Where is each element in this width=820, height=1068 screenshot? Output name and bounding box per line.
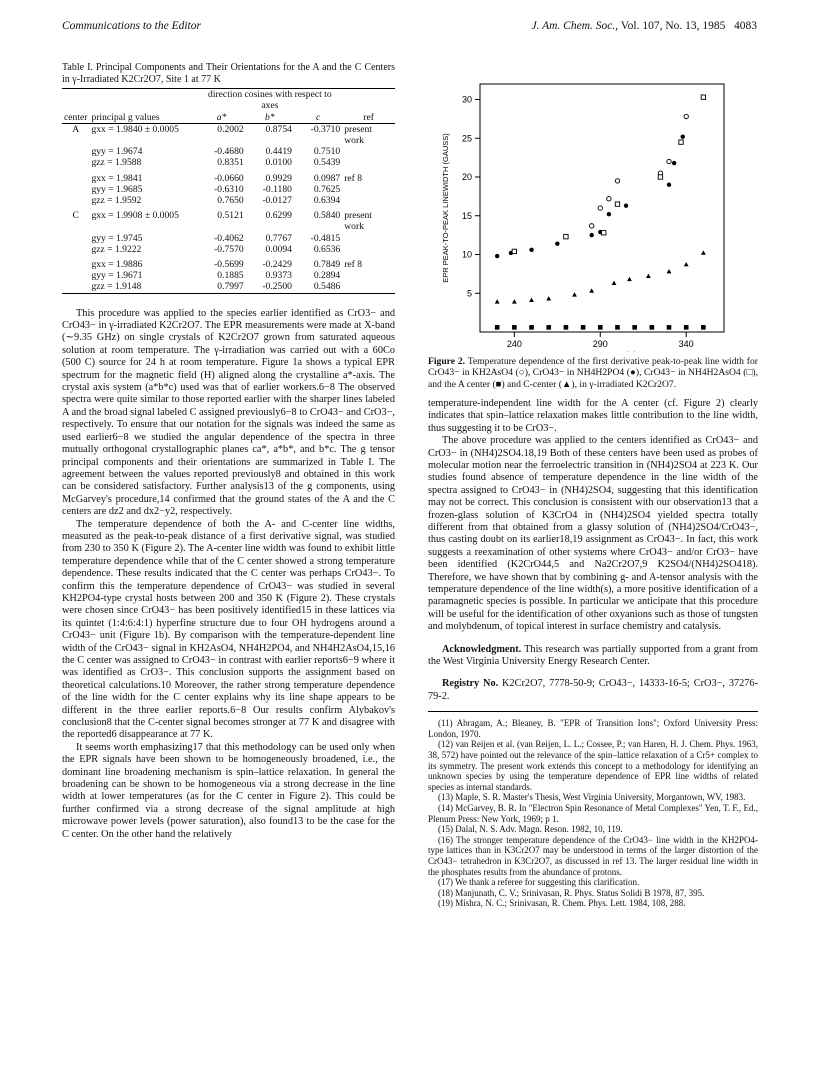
data-point-filled-square [512,325,517,330]
data-point-filled-square [701,325,706,330]
data-point-filled-square [529,325,534,330]
reference: (16) The stronger temperature dependence of the CrO43− line width in the KH2PO4-type lattices than in K3Cr2O7 may be understood in terms of the larger distortion of the CrO43− tetrahedron in K3Cr2O7, as discussed in ref 13. The larger residual line width in the phosphates results from the abundance of protons. [428,834,758,877]
data-point-filled-circle [555,241,559,245]
table-cell [62,281,89,293]
table-cell [62,244,89,255]
table-row [62,169,395,184]
table-row [62,206,395,232]
y-tick-label: 25 [461,133,472,144]
registry-label: Registry No. [442,678,499,690]
table-cell: 0.7997 [217,281,244,293]
data-point-filled-triangle [667,269,672,273]
table-cell: gzz = 1.9588 [91,157,142,169]
registry-numbers [428,678,758,703]
table-cell: 0.5439 [313,157,341,169]
table-cell: 0.0987 [313,172,341,184]
table-cell: present work [344,123,372,146]
table-row [62,281,395,293]
table-cell: -0.3710 [310,123,341,135]
table-column-header: center [64,111,88,123]
table-cell: 0.7849 [313,259,341,271]
data-point-filled-triangle [627,277,632,281]
reference: (12) van Reijen et al. (van Reijen, L. L.; Cossee, P.; van Haren, H. J. Chem. Phys. 1963, 38, 572) have pointed out the relevance of the spin–lattice relaxation of a Cr5+ complex to its symmetry. The present work extends this concept to a methodology for identifying an unknown species by using the temperature dependence of EPR line widths of related species as internal standards. [428,739,758,792]
table-column-header: principal g values [91,111,160,123]
table-cell: -0.7570 [214,243,244,255]
acknowledgment [428,644,758,669]
table-cell: 0.8754 [265,123,292,135]
body-paragraph: The above procedure was applied to the centers identified as CrO43− and CrO3− in (NH4)2SO4.18,19 Both of these centers have been used as probes of molecular motion near the ferroelectric transition in (NH4)2SO4 at 223 K. Our studies found absence of temperature dependence in the line width of the spectra assigned to CrO43− in (NH4)2SO4, suggesting that this identification may not be correct. This conclusion is consistent with our observation13 that a frozen-glass solution of K3CrO4 in (NH4)2SO4 yielded spectra totally different from that obtained from a glassy solution of (NH4)2SO4/CrO43−, thus casting doubt on its earlier18,19 assignment as CrO43−. In fact, this work suggests a reexamination of other systems where CrO43− and/or CrO3− have been identified (K2CrO44,5 and Na2Cr2O7,9 K2SO4/(NH4)2SO418). Therefore, we have shown that by combining g- and A-tensor analysis with the temperature dependence of the line width(s), a more positive identification of a paramagnetic species is possible. In particular we anticipate that this procedure will be useful for the identification of other oxyanions such as those of tungsten and molybdenum, of topical interest in surface chemistry and catalysis. [428,435,758,633]
data-point-open-circle [684,114,688,118]
table-cell: ref 8 [344,172,363,184]
data-point-filled-square [684,325,689,330]
table-cell: -0.4062 [214,232,244,244]
y-tick-label: 15 [461,210,472,221]
data-point-filled-triangle [572,292,577,296]
table-cell [342,270,395,281]
data-point-open-circle [598,206,602,210]
table-cell: gyy = 1.9685 [91,183,143,195]
table-1 [62,88,395,293]
table-cell: gyy = 1.9674 [91,146,143,158]
data-point-filled-circle [495,254,499,258]
journal-citation [531,20,757,32]
table-cell [342,281,395,293]
registry-text: K2Cr2O7, 7778-50-9; CrO43−, 14333-16-5; CrO3−, 37276-79-2. [428,678,758,702]
reference: (14) McGarvey, B. R. In "Electron Spin Resonance of Metal Complexes" Yen, T. F., Ed., Plenum Press: New York, 1969; p 1. [428,802,758,824]
data-point-filled-triangle [646,274,651,278]
table-cell: 0.6536 [313,243,341,255]
table-row [62,123,395,146]
table-cell: C [72,210,79,222]
table-row [62,255,395,270]
table-cell: 0.1885 [217,270,244,282]
reference: (18) Manjunath, C. V.; Srinivasan, R. Phys. Status Solidi B 1978, 87, 395. [438,887,705,898]
data-point-open-square [512,249,516,253]
data-point-open-circle [607,197,611,201]
table-cell [62,255,89,270]
body-paragraph: The temperature dependence of both the A- and C-center line widths, measured as the peak-to-peak distance of a first derivative signal, was studied from 230 to 350 K (Figure 2). The A-center line width was found to exhibit little temperature dependence while that of the C center showed a strong temperature dependence. These results indicated that the C center was perhaps CrO43−. To confirm this the temperature dependence of CrO43− was studied in several KH2PO4-type crystal hosts between 200 and 350 K (Figure 2). These crystals were chosen since CrO43− has been positively identified15 in these lattices via its quintet (1:4:6:4:1) hyperfine structure due to four OH hydrogens around a CrO43− unit (Figure 1b). By comparison with the temperature-dependent line width of the CrO43− signal in KH2AsO4, NH4H2PO4, and NH4H2AsO4,15,16 the C center was assigned to CrO43− in contrast with earlier reports6−9 where it was identified as CrO3−. This conclusion supports the assignment based on theoretical calculations.10 Moreover, the rather strong temperature dependence of the line width for the C center explains why its line shape appears to be different in the three earlier reports.6−8 Our results confirm Alybakov's conclusion8 that the C-center signal becomes stronger at 77 K and disagree with the reported6 disappearance at 77 K. [62,518,395,741]
table-header-row [62,112,395,124]
data-point-filled-triangle [512,299,517,303]
chart-svg [428,62,758,352]
data-point-filled-square [581,325,586,330]
data-point-filled-triangle [684,262,689,266]
table-cell [62,233,89,244]
data-point-open-square [602,231,606,235]
reference: (15) Dalal, N. S. Adv. Magn. Reson. 1982, 10, 119. [438,824,623,835]
reference: (19) Mishra, N. C.; Srinivasan, R. Chem. Phys. Lett. 1984, 108, 288. [438,898,686,909]
table-cell: -0.6310 [214,183,244,195]
reference: (11) Abragam, A.; Bleaney, B. "EPR of Transition Ions"; Oxford University Press: London, 1970. [428,718,758,739]
data-point-open-square [564,234,568,238]
table-column-header: a* [216,111,227,123]
table-cell: -0.2429 [262,259,292,271]
data-point-filled-triangle [612,281,617,285]
right-column [428,62,758,909]
table-cell [62,184,89,195]
y-tick-label: 5 [466,288,472,299]
table-cell [62,169,89,184]
data-point-open-square [658,175,662,179]
table-row [62,184,395,195]
data-point-filled-circle [672,161,676,165]
table-cell: gxx = 1.9841 [91,172,143,184]
data-point-filled-triangle [589,288,594,292]
table-group-header: direction cosines with respect to axes [208,89,332,112]
data-point-filled-triangle [701,250,706,254]
acknowledgment-text: This research was partially supported from a grant from the West Virginia University Energy Research Center. [428,643,758,668]
table-row [62,157,395,168]
table-cell: 0.0094 [265,243,292,255]
table-cell: ref 8 [344,259,363,271]
section-title: Communications to the Editor [62,20,201,32]
table-body [62,123,395,293]
table-cell: -0.2500 [262,281,292,293]
table-cell: gxx = 1.9908 ± 0.0005 [91,210,179,222]
left-column [62,62,395,841]
table-cell: gzz = 1.9222 [91,243,142,255]
data-point-filled-square [667,325,672,330]
table-cell: -0.0660 [214,172,244,184]
table-cell: 0.5121 [217,210,244,222]
data-point-open-square [701,95,705,99]
table-cell [342,195,395,206]
data-point-open-circle [615,179,619,183]
table-cell: -0.4680 [214,146,244,158]
table-cell: gxx = 1.9840 ± 0.0005 [91,123,179,135]
data-point-filled-square [546,325,551,330]
figure-caption-label: Figure 2. [428,356,466,367]
table-cell [342,184,395,195]
table-column-header: c [315,111,321,123]
data-point-filled-square [650,325,655,330]
y-tick-label: 20 [461,172,472,182]
table-cell: -0.5699 [214,259,244,271]
body-paragraph: temperature-independent line width for the A center (cf. Figure 2) clearly indicates that spin–lattice relaxation makes little contribution to the line width, thus suggesting it to be CrO3−. [428,397,758,434]
data-point-filled-square [495,325,500,330]
data-point-filled-circle [589,233,593,237]
table-cell: 0.9929 [265,172,292,184]
reference: (17) We thank a referee for suggesting this clarification. [438,877,640,888]
data-point-filled-triangle [495,299,500,303]
table-cell: gzz = 1.9592 [91,195,142,207]
table-row [62,146,395,157]
references [428,711,758,909]
y-tick-label: 10 [461,249,472,260]
data-point-filled-triangle [546,296,551,300]
acknowledgment-label: Acknowledgment. [442,643,522,655]
x-tick-label: 340 [678,339,694,349]
table-cell: 0.2894 [313,270,341,282]
figure-2-chart [428,62,758,452]
table-cell: 0.4419 [265,146,292,158]
table-cell: A [72,123,80,135]
body-paragraph: It seems worth emphasizing17 that this methodology can be used only when the EPR signals have been shown to be homogeneously broadened, i.e., the dominant line broadening mechanism is spin–lattice relaxation. In general the broadening can be shown to be homogeneous via a strong decrease in the line width at lower temperatures (as for the C center in Figure 2). This could be further confirmed via a strong decrease of the signal amplitude at high microwave power levels (power saturation), also found13 to be the case for the C center. On the other hand the relatively [62,741,395,840]
table-cell: gyy = 1.9745 [91,232,143,244]
data-point-filled-circle [607,212,611,216]
table-cell: 0.2002 [217,123,244,135]
data-point-filled-circle [667,183,671,187]
data-point-filled-circle [529,248,533,252]
data-point-filled-circle [624,203,628,207]
table-cell [62,270,89,281]
page-number: 4083 [734,20,757,32]
table-row [62,244,395,255]
table-cell: 0.5840 [313,210,341,222]
table-cell [342,146,395,157]
table-cell: present work [344,210,372,233]
x-axis-label [568,350,637,352]
table-cell: gyy = 1.9671 [91,270,143,282]
data-point-filled-square [615,325,620,330]
table-cell: 0.0100 [265,157,292,169]
table-column-header: b* [265,111,275,123]
data-point-open-circle [667,159,671,163]
table-row [62,233,395,244]
table-cell [62,146,89,157]
y-tick-label: 30 [461,94,472,105]
data-point-filled-square [598,325,603,330]
data-point-open-square [615,202,619,206]
table-row [62,195,395,206]
running-header [62,20,757,36]
table-cell: -0.4815 [310,232,341,244]
table-cell: 0.7650 [217,195,244,207]
figure-caption-text: Temperature dependence of the first derivative peak-to-peak line width for CrO43− in KH2AsO4 (○), CrO43− in NH4H2PO4 (●), CrO43− in NH4H2AsO4 (□), and the A center (■) and C-center (▲), in γ-irradiated K2Cr2O7. [428,356,758,390]
data-point-open-circle [589,224,593,228]
table-cell: -0.1180 [262,183,292,195]
y-axis-label: EPR PEAK-TO-PEAK LINEWIDTH (GAUSS) [441,133,450,283]
table-cell [342,157,395,168]
table-cell: 0.8351 [217,157,244,169]
table-cell: 0.7625 [313,183,341,195]
body-paragraph: This procedure was applied to the species earlier identified as CrO3− and CrO43− in γ-irradiated K2Cr2O7. The EPR measurements were made at X-band (∼9.35 GHz) on single crystals of K2Cr2O7 grown from saturated aqueous solution at room temperature. The γ-irradiation was carried out with a 60Co (500 C) source for 24 h at room temperature. Figure 1a shows a typical EPR spectrum for the magnetic field (H) aligned along the crystalline a*-axis. The crystal axis system (a*b*c) used was that of earlier workers.6−8 The observed spectra were quite similar to those reported earlier with the sharper lines labeled A and the broad signal labeled C assigned previously6−8 to CrO43− and CrO3−, respectively. To ensure that our notation for the signals was indeed the same as used earlier6−8 we studied the angular dependence of the spectra in three mutually orthogonal crystallographic planes ca*, a*b*, and b*c. The g tensor principal components and their orientations are summarized in Table I. The agreement between the values reported previously8 and obtained in this work can be considered satisfactory. Further analysis13 of the g components, using McGarvey's procedure,14 confirmed that the ground states of the A and the C centers are dz2 and dx2−y2, respectively. [62,307,395,518]
table-cell [62,195,89,206]
table-cell [342,233,395,244]
left-body [62,308,395,841]
table-cell: 0.9373 [265,270,292,282]
x-tick-label: 290 [592,339,608,349]
table-cell: gzz = 1.9148 [91,281,142,293]
data-point-filled-square [632,325,637,330]
data-point-filled-square [564,325,569,330]
table-caption: Table I. Principal Components and Their Orientations for the A and the C Centers in γ-Irradiated K2Cr2O7, Site 1 at 77 K [62,62,395,85]
table-cell: 0.7767 [265,232,292,244]
table-cell [62,157,89,168]
data-point-open-square [679,140,683,144]
table-cell: 0.6299 [265,210,292,222]
table-cell: 0.5486 [313,281,341,293]
table-cell: 0.7510 [313,146,341,158]
table-cell: 0.6394 [313,195,341,207]
journal-name: J. Am. Chem. Soc., [531,20,619,32]
table-cell [342,244,395,255]
table-cell: gxx = 1.9886 [91,259,143,271]
table-column-header: ref [363,111,374,123]
table-row [62,270,395,281]
x-tick-label: 240 [506,339,522,349]
table-cell: -0.0127 [262,195,292,207]
journal-volume: Vol. 107, No. 13, 1985 [620,20,726,32]
reference: (13) Maple, S. R. Master's Thesis, West Virginia University, Morgantown, WV, 1983. [438,792,746,803]
data-point-filled-triangle [529,298,534,302]
data-point-filled-circle [681,135,685,139]
